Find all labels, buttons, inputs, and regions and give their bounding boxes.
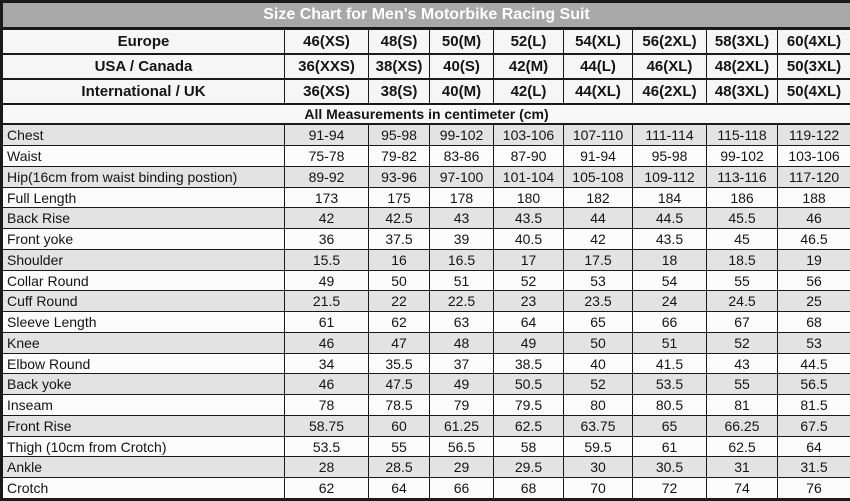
measurement-cell: 188: [778, 187, 850, 208]
measurement-cell: 28.5: [369, 457, 430, 478]
measurement-cell: 22: [369, 291, 430, 312]
measurement-cell: 47.5: [369, 374, 430, 395]
measurement-label: Crotch: [2, 478, 285, 500]
measurement-row: [2, 146, 850, 167]
measurement-cell: 44.5: [778, 353, 850, 374]
measurement-cell: 68: [494, 478, 564, 500]
measurement-row: [2, 124, 850, 145]
measurement-cell: 16: [369, 249, 430, 270]
measurement-cell: 52: [494, 270, 564, 291]
measurement-cell: 31.5: [778, 457, 850, 478]
measurement-cell: 119-122: [778, 124, 850, 145]
measurement-row: [2, 229, 850, 250]
measurement-label: Inseam: [2, 395, 285, 416]
measurement-cell: 79: [430, 395, 494, 416]
measurement-cell: 58: [494, 436, 564, 457]
size-system-label: Europe: [2, 28, 285, 53]
measurement-cell: 51: [633, 332, 707, 353]
measurement-cell: 53: [564, 270, 633, 291]
size-system-label: International / UK: [2, 79, 285, 104]
measurement-cell: 56.5: [430, 436, 494, 457]
measurement-cell: 103-106: [778, 146, 850, 167]
size-cell: 48(3XL): [707, 79, 778, 104]
measurement-row: [2, 332, 850, 353]
size-system-row: [2, 54, 850, 79]
size-system-row: [2, 28, 850, 53]
measurement-cell: 115-118: [707, 124, 778, 145]
measurement-cell: 186: [707, 187, 778, 208]
measurement-cell: 105-108: [564, 166, 633, 187]
title-row: [2, 2, 850, 29]
size-cell: 44(XL): [564, 79, 633, 104]
measurement-cell: 65: [564, 312, 633, 333]
size-cell: 50(M): [430, 28, 494, 53]
measurement-cell: 62: [285, 478, 369, 500]
measurement-cell: 43.5: [494, 208, 564, 229]
measurement-row: [2, 291, 850, 312]
measurement-cell: 99-102: [707, 146, 778, 167]
measurement-label: Shoulder: [2, 249, 285, 270]
measurement-cell: 53: [778, 332, 850, 353]
measurement-cell: 109-112: [633, 166, 707, 187]
measurement-cell: 50: [564, 332, 633, 353]
size-cell: 38(XS): [369, 54, 430, 79]
measurement-cell: 17.5: [564, 249, 633, 270]
measurement-cell: 45: [707, 229, 778, 250]
measurement-cell: 52: [564, 374, 633, 395]
measurement-cell: 80.5: [633, 395, 707, 416]
measurement-cell: 19: [778, 249, 850, 270]
measurement-cell: 49: [494, 332, 564, 353]
measurement-row: [2, 270, 850, 291]
measurement-cell: 97-100: [430, 166, 494, 187]
size-cell: 48(2XL): [707, 54, 778, 79]
measurement-cell: 43.5: [633, 229, 707, 250]
measurement-cell: 81.5: [778, 395, 850, 416]
size-cell: 48(S): [369, 28, 430, 53]
measurement-cell: 35.5: [369, 353, 430, 374]
size-cell: 46(2XL): [633, 79, 707, 104]
size-cell: 38(S): [369, 79, 430, 104]
measurement-cell: 44: [564, 208, 633, 229]
measurement-cell: 67.5: [778, 415, 850, 436]
measurement-cell: 91-94: [285, 124, 369, 145]
measurement-label: Full Length: [2, 187, 285, 208]
measurement-cell: 103-106: [494, 124, 564, 145]
size-cell: 46(XL): [633, 54, 707, 79]
measurement-cell: 64: [778, 436, 850, 457]
measurement-cell: 25: [778, 291, 850, 312]
measurement-label: Front yoke: [2, 229, 285, 250]
size-system-label: USA / Canada: [2, 54, 285, 79]
measurement-row: [2, 166, 850, 187]
measurement-cell: 56: [778, 270, 850, 291]
measurement-row: [2, 353, 850, 374]
measurement-cell: 76: [778, 478, 850, 500]
measurement-label: Elbow Round: [2, 353, 285, 374]
measurement-cell: 22.5: [430, 291, 494, 312]
measurement-cell: 173: [285, 187, 369, 208]
measurement-cell: 36: [285, 229, 369, 250]
measurement-cell: 55: [707, 270, 778, 291]
measurement-cell: 30: [564, 457, 633, 478]
measurement-cell: 83-86: [430, 146, 494, 167]
measurement-cell: 44.5: [633, 208, 707, 229]
measurement-cell: 182: [564, 187, 633, 208]
measurement-cell: 42: [285, 208, 369, 229]
size-cell: 54(XL): [564, 28, 633, 53]
measurement-cell: 59.5: [564, 436, 633, 457]
size-cell: 50(4XL): [778, 79, 850, 104]
measurement-cell: 43: [707, 353, 778, 374]
measurement-cell: 64: [494, 312, 564, 333]
units-row: [2, 104, 850, 125]
measurement-cell: 67: [707, 312, 778, 333]
measurement-cell: 81: [707, 395, 778, 416]
chart-title: Size Chart for Men's Motorbike Racing Suit: [2, 2, 850, 29]
measurement-label: Ankle: [2, 457, 285, 478]
size-cell: 58(3XL): [707, 28, 778, 53]
measurement-cell: 37: [430, 353, 494, 374]
measurement-cell: 65: [633, 415, 707, 436]
measurement-cell: 101-104: [494, 166, 564, 187]
size-cell: 52(L): [494, 28, 564, 53]
measurement-cell: 63.75: [564, 415, 633, 436]
measurement-cell: 111-114: [633, 124, 707, 145]
measurement-cell: 80: [564, 395, 633, 416]
measurement-cell: 184: [633, 187, 707, 208]
measurement-label: Hip(16cm from waist binding postion): [2, 166, 285, 187]
size-cell: 36(XS): [285, 79, 369, 104]
measurement-cell: 30.5: [633, 457, 707, 478]
measurement-cell: 28: [285, 457, 369, 478]
measurement-label: Back Rise: [2, 208, 285, 229]
size-cell: 50(3XL): [778, 54, 850, 79]
units-note: All Measurements in centimeter (cm): [2, 104, 850, 125]
measurement-cell: 64: [369, 478, 430, 500]
measurement-cell: 60: [369, 415, 430, 436]
measurement-cell: 24.5: [707, 291, 778, 312]
measurement-cell: 89-92: [285, 166, 369, 187]
measurement-cell: 53.5: [285, 436, 369, 457]
measurement-cell: 53.5: [633, 374, 707, 395]
measurement-cell: 52: [707, 332, 778, 353]
size-cell: 44(L): [564, 54, 633, 79]
measurement-cell: 42.5: [369, 208, 430, 229]
measurement-cell: 178: [430, 187, 494, 208]
measurement-cell: 75-78: [285, 146, 369, 167]
measurement-cell: 78.5: [369, 395, 430, 416]
measurement-cell: 62.5: [494, 415, 564, 436]
measurement-cell: 15.5: [285, 249, 369, 270]
measurement-cell: 45.5: [707, 208, 778, 229]
measurement-cell: 91-94: [564, 146, 633, 167]
measurement-cell: 47: [369, 332, 430, 353]
measurement-row: [2, 249, 850, 270]
measurement-cell: 50.5: [494, 374, 564, 395]
size-cell: 40(M): [430, 79, 494, 104]
measurement-cell: 37.5: [369, 229, 430, 250]
measurement-label: Waist: [2, 146, 285, 167]
measurement-cell: 180: [494, 187, 564, 208]
measurement-label: Front Rise: [2, 415, 285, 436]
measurement-cell: 78: [285, 395, 369, 416]
measurement-cell: 23: [494, 291, 564, 312]
measurement-cell: 39: [430, 229, 494, 250]
measurement-cell: 17: [494, 249, 564, 270]
measurement-label: Knee: [2, 332, 285, 353]
measurement-cell: 61: [285, 312, 369, 333]
measurement-cell: 117-120: [778, 166, 850, 187]
measurement-cell: 34: [285, 353, 369, 374]
measurement-cell: 21.5: [285, 291, 369, 312]
measurement-cell: 66.25: [707, 415, 778, 436]
measurement-row: [2, 478, 850, 500]
measurement-cell: 29: [430, 457, 494, 478]
size-system-row: [2, 79, 850, 104]
size-cell: 42(L): [494, 79, 564, 104]
measurement-cell: 175: [369, 187, 430, 208]
size-cell: 56(2XL): [633, 28, 707, 53]
measurement-cell: 62.5: [707, 436, 778, 457]
measurement-row: [2, 187, 850, 208]
measurement-cell: 79.5: [494, 395, 564, 416]
measurement-cell: 42: [564, 229, 633, 250]
measurement-cell: 23.5: [564, 291, 633, 312]
measurement-cell: 46: [778, 208, 850, 229]
measurement-label: Back yoke: [2, 374, 285, 395]
measurement-row: [2, 208, 850, 229]
measurement-row: [2, 457, 850, 478]
measurement-cell: 113-116: [707, 166, 778, 187]
measurement-cell: 54: [633, 270, 707, 291]
size-cell: 40(S): [430, 54, 494, 79]
measurement-cell: 107-110: [564, 124, 633, 145]
measurement-cell: 40: [564, 353, 633, 374]
measurement-label: Thigh (10cm from Crotch): [2, 436, 285, 457]
measurement-cell: 18: [633, 249, 707, 270]
measurement-cell: 72: [633, 478, 707, 500]
measurement-cell: 16.5: [430, 249, 494, 270]
measurement-cell: 24: [633, 291, 707, 312]
size-cell: 42(M): [494, 54, 564, 79]
measurement-cell: 31: [707, 457, 778, 478]
measurement-row: [2, 436, 850, 457]
measurement-cell: 41.5: [633, 353, 707, 374]
measurement-cell: 50: [369, 270, 430, 291]
measurement-row: [2, 312, 850, 333]
measurement-cell: 87-90: [494, 146, 564, 167]
measurement-row: [2, 374, 850, 395]
measurement-cell: 66: [633, 312, 707, 333]
measurement-cell: 56.5: [778, 374, 850, 395]
measurement-cell: 46.5: [778, 229, 850, 250]
measurement-cell: 49: [430, 374, 494, 395]
measurement-cell: 62: [369, 312, 430, 333]
measurement-cell: 48: [430, 332, 494, 353]
measurement-cell: 55: [369, 436, 430, 457]
measurement-cell: 68: [778, 312, 850, 333]
measurement-cell: 66: [430, 478, 494, 500]
measurement-cell: 61.25: [430, 415, 494, 436]
measurement-label: Collar Round: [2, 270, 285, 291]
measurement-cell: 93-96: [369, 166, 430, 187]
size-cell: 36(XXS): [285, 54, 369, 79]
measurement-cell: 58.75: [285, 415, 369, 436]
measurement-label: Chest: [2, 124, 285, 145]
measurement-cell: 49: [285, 270, 369, 291]
measurement-cell: 46: [285, 374, 369, 395]
measurement-cell: 55: [707, 374, 778, 395]
measurement-cell: 46: [285, 332, 369, 353]
measurement-cell: 40.5: [494, 229, 564, 250]
measurement-row: [2, 415, 850, 436]
measurement-cell: 95-98: [633, 146, 707, 167]
measurement-cell: 18.5: [707, 249, 778, 270]
size-cell: 60(4XL): [778, 28, 850, 53]
measurement-cell: 51: [430, 270, 494, 291]
measurement-label: Cuff Round: [2, 291, 285, 312]
measurement-cell: 29.5: [494, 457, 564, 478]
measurement-cell: 99-102: [430, 124, 494, 145]
size-cell: 46(XS): [285, 28, 369, 53]
measurement-cell: 95-98: [369, 124, 430, 145]
measurement-cell: 38.5: [494, 353, 564, 374]
measurement-cell: 43: [430, 208, 494, 229]
measurement-cell: 79-82: [369, 146, 430, 167]
measurement-cell: 63: [430, 312, 494, 333]
measurement-row: [2, 395, 850, 416]
measurement-cell: 70: [564, 478, 633, 500]
measurement-cell: 61: [633, 436, 707, 457]
measurement-cell: 74: [707, 478, 778, 500]
measurement-label: Sleeve Length: [2, 312, 285, 333]
